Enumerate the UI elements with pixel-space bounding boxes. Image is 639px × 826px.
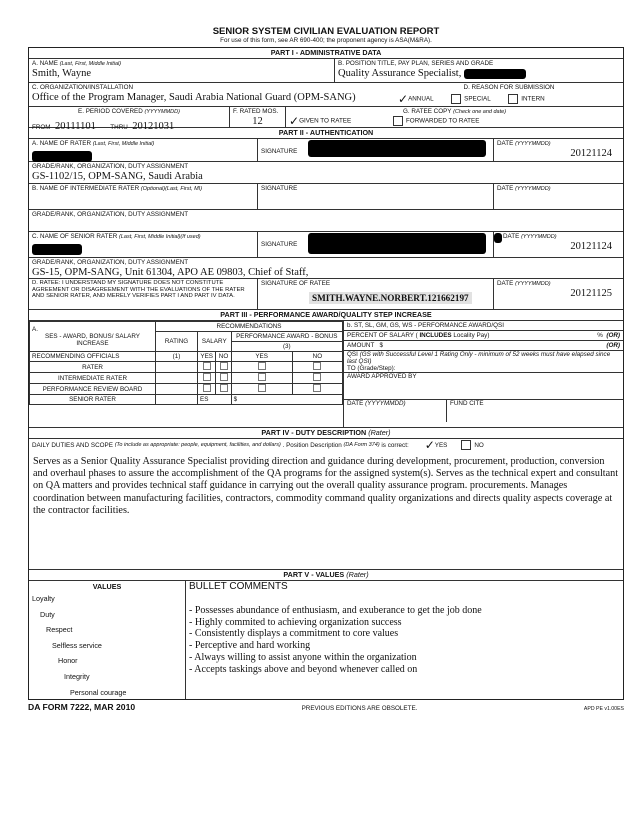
part1-title: PART I - ADMINISTRATIVE DATA: [29, 48, 623, 59]
award-date-fund-row: [344, 400, 623, 422]
intern-checkbox[interactable]: [508, 94, 518, 104]
ratee-date-field[interactable]: DATE (YYYYMMDD) 20121125: [493, 279, 623, 309]
organization-field[interactable]: C. ORGANIZATION/INSTALLATION Office of the Program Manager, Saudi Arabia National Guard (OPM-SANG): [29, 83, 395, 106]
award-approved-field[interactable]: AWARD APPROVED BY: [344, 373, 623, 400]
performance-award-qsi: b. ST, SL, GM, GS, WS - PERFORMANCE AWARD/QSI PERCENT OF SALARY ( INCLUDES Locality Pay) % (OR) AMOUNT $ (OR) QSI (GS with Successful Level 1 Rating Only - minimum of 52 weeks must have elapsed since last QSI) TO (Grade/Step): AWARD APPROVED BY DATE (YYYYMMDD) FUND CITE: [343, 321, 623, 427]
redaction-box: [494, 233, 502, 243]
intermediate-rater-field[interactable]: B. NAME OF INTERMEDIATE RATER (Optional)(Last, First, MI): [32, 185, 203, 192]
duties-header: DAILY DUTIES AND SCOPE (To include as appropriate: people, equipment, facilities, and dollars) . Position Description (DA Form 374) is correct: ✓ YES NO: [32, 438, 484, 452]
prb-bonus-no-checkbox[interactable]: [313, 384, 321, 392]
senior-rater-field[interactable]: C. NAME OF SENIOR RATER (Last, First, Middle Initial)(If used): [29, 232, 257, 257]
period-thru: 20121031: [132, 121, 175, 132]
special-checkbox[interactable]: [451, 94, 461, 104]
ses-award-table: A. SES - AWARD, BONUS/ SALARY INCREASE RECOMMENDATIONS RATING SALARY PERFORMANCE AWARD - BONUS (3) RECOMMENDING OFFICIALS (1) YES NO YES NO RATER INTERMEDIATE RATER PERFORMANCE REVIEW BOARD SENIOR RATER ES $: [29, 321, 343, 427]
part4-title: PART IV - DUTY DESCRIPTION (Rater): [29, 428, 623, 439]
fund-cite-field[interactable]: FUND CITE: [446, 400, 623, 422]
rater-grade-field[interactable]: GRADE/RANK, ORGANIZATION, DUTY ASSIGNMENT GS-1102/15, OPM-SANG, Saudi Arabia: [32, 163, 203, 182]
bullet-item: - Highly commited to achieving organization success: [189, 616, 402, 628]
form-title: SENIOR SYSTEM CIVILIAN EVALUATION REPORT: [212, 26, 440, 37]
value-item: Selfless service: [52, 640, 102, 650]
rater-date-field[interactable]: DATE (YYYYMMDD) 20121124: [493, 139, 623, 161]
award-date-field[interactable]: DATE (YYYYMMDD): [347, 400, 406, 407]
ratee-copy-field[interactable]: G. RATEE COPY (Check one and date) ✓GIVEN TO RATEE FORWARDED TO RATEE: [285, 107, 623, 127]
rater-salary-yes-checkbox[interactable]: [203, 362, 211, 370]
intermediate-date-field[interactable]: DATE (YYYYMMDD): [493, 184, 623, 209]
bullet-item: - Possesses abundance of enthusiasm, and exuberance to get the job done: [189, 605, 482, 616]
redaction-box: [32, 151, 92, 162]
prb-salary-yes-checkbox[interactable]: [203, 384, 211, 392]
form-number: DA FORM 7222, MAR 2010: [28, 702, 136, 712]
senior-signature-field[interactable]: SIGNATURE: [257, 232, 493, 257]
amount-field[interactable]: AMOUNT $ (OR): [344, 341, 623, 351]
value-item: Duty: [40, 609, 55, 619]
reason-field[interactable]: D. REASON FOR SUBMISSION ✓ANNUAL SPECIAL INTERN: [398, 84, 555, 106]
part5-title: PART V - VALUES (Rater): [29, 570, 623, 581]
given-check-icon[interactable]: ✓: [289, 114, 300, 128]
redaction-box: [464, 69, 526, 79]
rater-bonus-no-checkbox[interactable]: [313, 362, 321, 370]
form-frame: [28, 47, 624, 700]
forwarded-checkbox[interactable]: [393, 116, 403, 126]
qsi-field[interactable]: QSI (GS with Successful Level 1 Rating Only - minimum of 52 weeks must have elapsed since last QSI) TO (Grade/Step):: [344, 351, 623, 373]
value-item: Respect: [46, 625, 73, 635]
rated-months-field[interactable]: F. RATED MOS. 12: [229, 107, 285, 127]
inter-salary-no-checkbox[interactable]: [220, 373, 228, 381]
position-field[interactable]: B. POSITION TITLE, PAY PLAN, SERIES AND GRADE Quality Assurance Specialist,: [334, 59, 623, 82]
duty-description-text[interactable]: Serves as a Senior Quality Assurance Specialist providing direction and guidance during development, procurement, production, conversion and overhaul phases to assure the accomplishment of the QA programs for the assigned system(s). Serves as the technical expert and consultant on QA matters and provides technical staff guidance in carrying out the overall quality assurance program. procurements. Manages coordination between manufacturing facilities, contractors, commodity command quality organizations and directs quality aspects coverage at the contractor facilities.: [29, 451, 623, 570]
percent-of-salary-field[interactable]: PERCENT OF SALARY ( INCLUDES Locality Pay) % (OR): [344, 331, 623, 341]
senior-grade-field[interactable]: GRADE/RANK, ORGANIZATION, DUTY ASSIGNMENT GS-15, OPM-SANG, Unit 61304, APO AE 09803, Chief of Staff,: [32, 259, 309, 278]
position-value: Quality Assurance Specialist,: [338, 68, 462, 79]
posdesc-no-checkbox[interactable]: [461, 440, 471, 450]
rater-name-field[interactable]: A. NAME OF RATER (Last, First, Middle Initial): [29, 139, 257, 161]
form-footer: [28, 702, 624, 712]
ratee-name: Smith, Wayne: [32, 68, 92, 79]
bullet-comments[interactable]: BULLET COMMENTS - Possesses abundance of enthusiasm, and exuberance to get the job done - Highly commited to achieving organization success - Consistently displays a commitment to core values - Perceptive and hard working - Always willing to assist anyone within the organization - Accepts taskings above and beyond whenever called on: [185, 581, 623, 699]
annual-check-icon[interactable]: ✓: [398, 92, 409, 106]
value-item: Personal courage: [70, 687, 127, 697]
bullet-item: - Consistently displays a commitment to core values: [189, 628, 399, 640]
intermediate-grade-field[interactable]: GRADE/RANK, ORGANIZATION, DUTY ASSIGNMENT: [32, 211, 189, 218]
part2-title: PART II - AUTHENTICATION: [29, 128, 623, 139]
redaction-box: [308, 140, 486, 157]
organization-value: Office of the Program Manager, Saudi Arabia National Guard (OPM-SANG): [32, 92, 356, 103]
inter-salary-yes-checkbox[interactable]: [203, 373, 211, 381]
inter-bonus-no-checkbox[interactable]: [313, 373, 321, 381]
period-field[interactable]: E. PERIOD COVERED (YYYYMMDD) FROM 20111101 THRU 20121031: [32, 108, 180, 132]
values-list: VALUES Loyalty Duty Respect Selfless service Honor Integrity Personal courage: [29, 581, 185, 699]
apd-version: APD PE v1.00ES: [583, 706, 624, 712]
bullet-item: - Always willing to assist anyone within the organization: [189, 651, 417, 663]
posdesc-yes-check-icon[interactable]: ✓: [424, 438, 435, 452]
form-subtitle: For use of this form, see AR 690-400; the proponent agency is ASA(M&RA).: [220, 37, 432, 44]
evaluation-form: [28, 26, 624, 712]
redaction-box: [308, 233, 486, 254]
redaction-box: [32, 244, 82, 255]
rater-bonus-yes-checkbox[interactable]: [258, 362, 266, 370]
value-item: Loyalty: [32, 594, 55, 603]
bullet-item: - Perceptive and hard working: [189, 640, 311, 652]
prb-salary-no-checkbox[interactable]: [220, 384, 228, 392]
part3-title: PART III - PERFORMANCE AWARD/QUALITY STEP INCREASE: [29, 310, 623, 321]
senior-date-field[interactable]: DATE (YYYYMMDD) 20121124: [493, 232, 623, 257]
inter-bonus-yes-checkbox[interactable]: [258, 373, 266, 381]
ratee-statement: D. RATEE: I UNDERSTAND MY SIGNATURE DOES NOT CONSTITUTE AGREEMENT OR DISAGREEMENT WITH THE EVALUATIONS OF THE RATER AND SENIOR RATER, AND MERELY VERIFIES PART I AND PART IV DATA.: [32, 280, 245, 300]
rater-salary-no-checkbox[interactable]: [220, 362, 228, 370]
obsolete-note: PREVIOUS EDITIONS ARE OBSOLETE.: [301, 705, 418, 712]
rater-signature-field[interactable]: SIGNATURE: [257, 139, 493, 161]
ratee-signature-field[interactable]: SIGNATURE OF RATEE SMITH.WAYNE.NORBERT.121662197: [257, 279, 493, 309]
value-item: Integrity: [64, 671, 90, 681]
name-field[interactable]: A. NAME (Last, First, Middle Initial) Smith, Wayne: [29, 59, 334, 82]
digital-signature[interactable]: SMITH.WAYNE.NORBERT.121662197: [309, 292, 472, 304]
value-item: Honor: [58, 656, 78, 666]
bullet-item: - Accepts taskings above and beyond whenever called on: [189, 663, 418, 675]
intermediate-signature-field[interactable]: SIGNATURE: [257, 184, 493, 209]
period-from: 20111101: [55, 121, 96, 132]
prb-bonus-yes-checkbox[interactable]: [258, 384, 266, 392]
